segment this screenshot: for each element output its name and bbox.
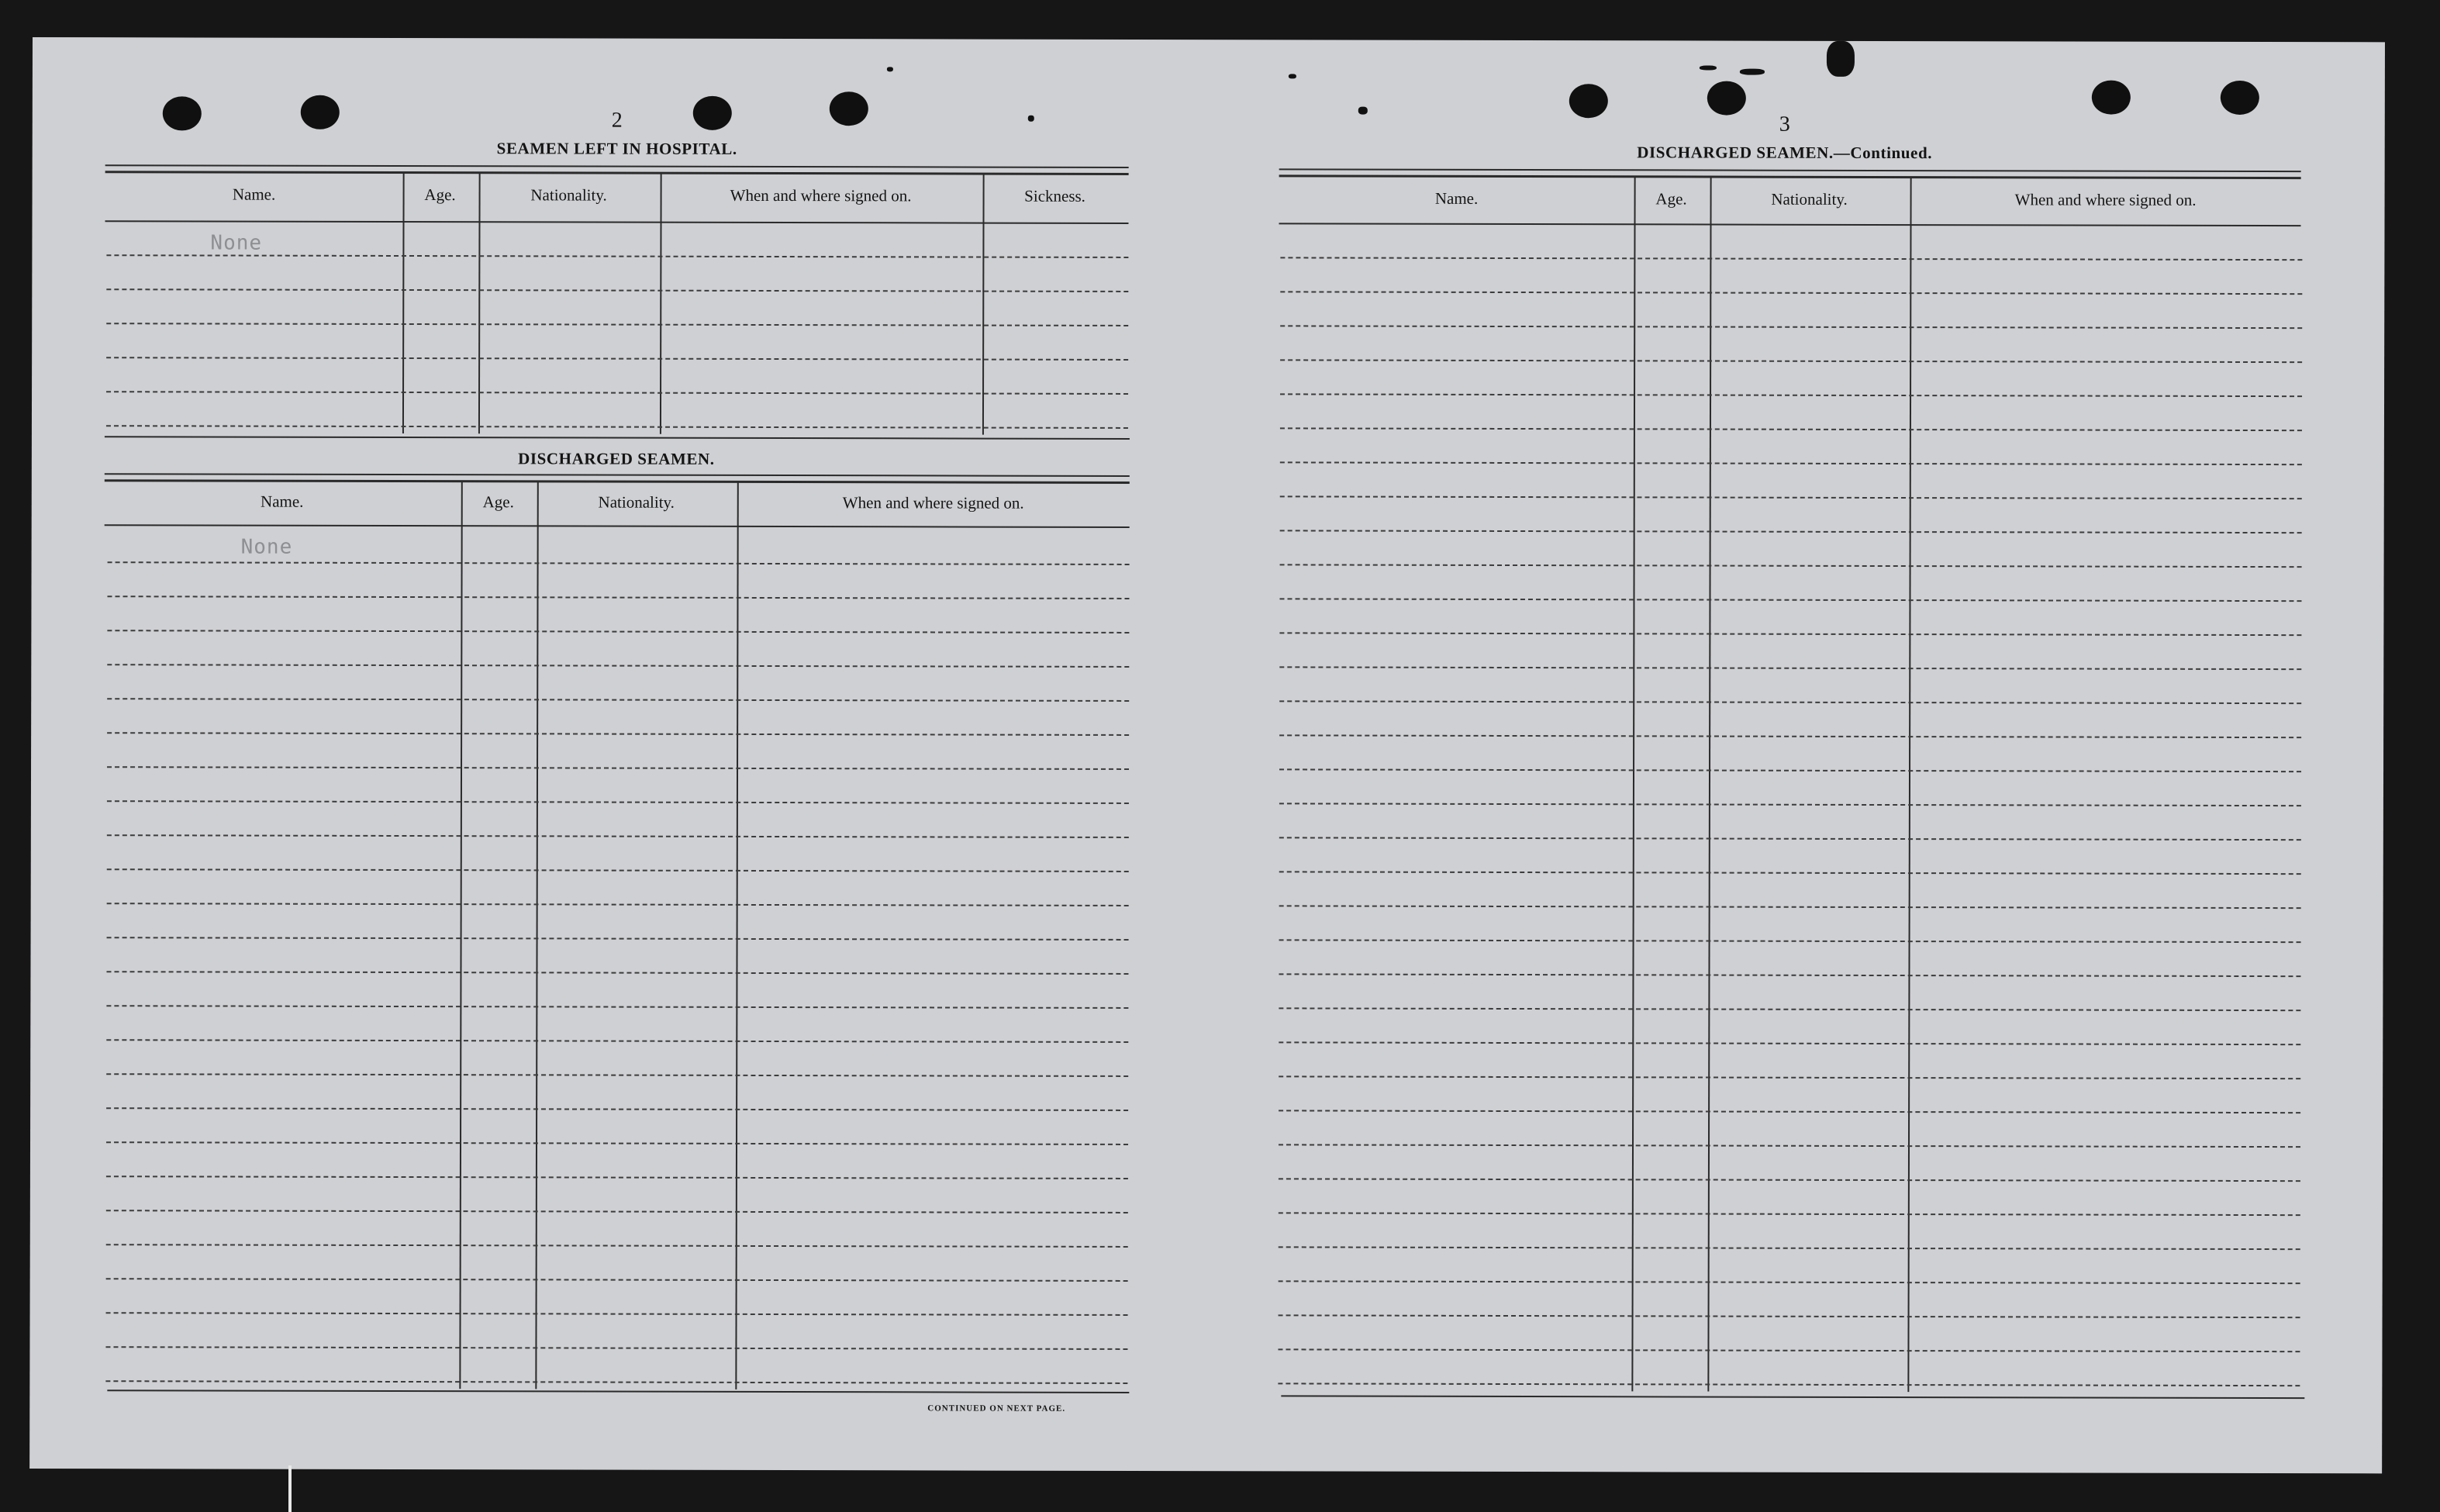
row-line	[106, 288, 1128, 292]
row-line	[1280, 359, 2302, 363]
handwritten-entry: None	[210, 231, 263, 255]
column-header-sickness: Sickness.	[1024, 186, 1085, 205]
row-line	[1279, 1178, 2300, 1182]
row-line	[1279, 700, 2301, 704]
section-title-discharged: DISCHARGED SEAMEN.	[518, 449, 715, 468]
table-top-rule	[1279, 174, 2301, 179]
section-title-suffix: —Continued.	[1833, 143, 1933, 163]
column-header-signed-on: When and where signed on.	[842, 493, 1024, 513]
row-line	[1279, 1246, 2300, 1250]
row-line	[107, 766, 1129, 770]
punch-hole	[163, 96, 202, 130]
punch-hole	[830, 91, 868, 126]
ink-speck	[1028, 116, 1034, 122]
ink-speck	[887, 67, 893, 71]
row-line	[106, 1141, 1128, 1145]
row-line	[1279, 905, 2301, 909]
row-line	[1279, 768, 2301, 772]
row-line	[1280, 393, 2302, 397]
row-line	[1279, 1212, 2300, 1216]
punch-hole	[2092, 81, 2131, 115]
punch-hole	[2221, 81, 2259, 115]
row-line	[107, 664, 1129, 668]
row-line	[1279, 1007, 2300, 1011]
column-divider	[735, 482, 738, 1389]
punch-hole	[693, 96, 732, 130]
row-line	[1280, 257, 2302, 261]
row-line	[106, 1210, 1128, 1213]
row-line	[107, 903, 1129, 906]
section-title-discharged-continued	[1591, 143, 1979, 163]
page-number: 3	[1779, 112, 1790, 136]
column-divider	[535, 482, 538, 1389]
row-line	[1279, 1144, 2300, 1148]
row-line	[1279, 666, 2301, 670]
punch-hole	[301, 95, 340, 129]
row-line	[106, 357, 1128, 361]
column-header-name: Name.	[1434, 188, 1479, 208]
scan-artifact	[288, 1465, 292, 1512]
table-top-rule	[1279, 168, 2301, 172]
row-line	[105, 1380, 1127, 1384]
ink-speck	[1827, 41, 1855, 77]
ink-speck	[1358, 107, 1368, 115]
row-line	[108, 561, 1130, 565]
header-rule	[1279, 223, 2300, 226]
row-line	[1278, 1383, 2300, 1386]
row-line	[1279, 973, 2300, 977]
row-line	[1280, 495, 2302, 499]
row-line	[1280, 427, 2302, 431]
column-header-name: Name.	[232, 185, 276, 204]
row-line	[106, 1039, 1128, 1043]
punch-hole	[1707, 81, 1746, 116]
table-top-rule	[105, 164, 1129, 168]
ink-speck	[1289, 74, 1296, 78]
row-line	[1279, 1314, 2300, 1318]
column-divider	[1907, 178, 1911, 1392]
column-header-age: Age.	[424, 185, 456, 205]
row-line	[1279, 803, 2301, 806]
column-divider	[1707, 178, 1711, 1392]
column-header-age: Age.	[1655, 189, 1687, 209]
table-top-rule	[105, 479, 1130, 484]
row-line	[1279, 1041, 2300, 1045]
row-line	[1280, 530, 2302, 533]
header-rule	[105, 524, 1130, 528]
column-header-age: Age.	[482, 492, 514, 512]
row-line	[1279, 632, 2301, 636]
row-line	[106, 971, 1128, 975]
column-header-nationality: Nationality.	[598, 492, 675, 512]
column-divider	[660, 174, 662, 434]
table-top-rule	[105, 171, 1129, 175]
row-line	[1279, 1075, 2300, 1079]
column-divider	[1631, 177, 1635, 1391]
row-line	[107, 937, 1129, 941]
row-line	[1280, 325, 2302, 329]
row-line	[106, 1005, 1128, 1009]
row-line	[106, 1073, 1128, 1077]
row-line	[106, 1312, 1128, 1316]
row-line	[106, 323, 1128, 326]
table-top-rule	[105, 473, 1130, 477]
column-divider	[478, 173, 481, 433]
row-line	[106, 1107, 1128, 1111]
row-line	[1280, 291, 2302, 295]
row-line	[1279, 837, 2301, 841]
hospital-row-lines	[33, 37, 2385, 42]
row-line	[106, 391, 1128, 395]
ink-speck	[1740, 69, 1765, 75]
page-number: 2	[611, 108, 623, 133]
column-divider	[459, 482, 462, 1389]
ink-speck	[1700, 66, 1717, 71]
row-line	[1279, 1110, 2300, 1113]
row-line	[1280, 461, 2302, 465]
column-header-nationality: Nationality.	[530, 185, 607, 205]
row-line	[106, 425, 1128, 429]
row-line	[1278, 1348, 2300, 1352]
header-rule	[105, 220, 1129, 224]
right-row-lines	[33, 37, 2385, 42]
row-line	[1279, 598, 2301, 602]
row-line	[107, 834, 1129, 838]
row-line	[1279, 939, 2301, 943]
row-line	[107, 732, 1129, 736]
row-line	[107, 698, 1129, 702]
row-line	[107, 800, 1129, 804]
column-header-nationality: Nationality.	[1771, 189, 1848, 209]
row-line	[105, 1346, 1127, 1350]
row-line	[1280, 564, 2302, 568]
row-line	[1279, 871, 2301, 875]
row-line	[106, 1175, 1128, 1179]
row-line	[106, 1244, 1128, 1248]
row-line	[107, 868, 1129, 872]
column-header-name: Name.	[261, 492, 304, 511]
section-title-hospital: SEAMEN LEFT IN HOSPITAL.	[496, 139, 737, 158]
column-header-signed-on: When and where signed on.	[2014, 190, 2197, 209]
section-divider-rule	[105, 436, 1130, 440]
row-line	[1279, 734, 2301, 738]
column-divider	[982, 174, 985, 435]
column-divider	[402, 173, 405, 433]
column-header-signed-on: When and where signed on.	[730, 185, 912, 205]
row-line	[106, 254, 1128, 258]
punch-hole	[1569, 84, 1608, 118]
handwritten-entry: None	[240, 535, 293, 559]
table-bottom-rule	[107, 1389, 1129, 1393]
section-title: DISCHARGED SEAMEN.	[1637, 143, 1834, 162]
row-line	[107, 595, 1129, 599]
row-line	[107, 630, 1129, 633]
continued-note: CONTINUED ON NEXT PAGE.	[927, 1403, 1066, 1414]
document-sheet	[29, 37, 2385, 1473]
table-bottom-rule	[1281, 1395, 2304, 1399]
row-line	[1279, 1280, 2300, 1284]
row-line	[106, 1278, 1128, 1282]
discharged-row-lines	[33, 37, 2385, 42]
